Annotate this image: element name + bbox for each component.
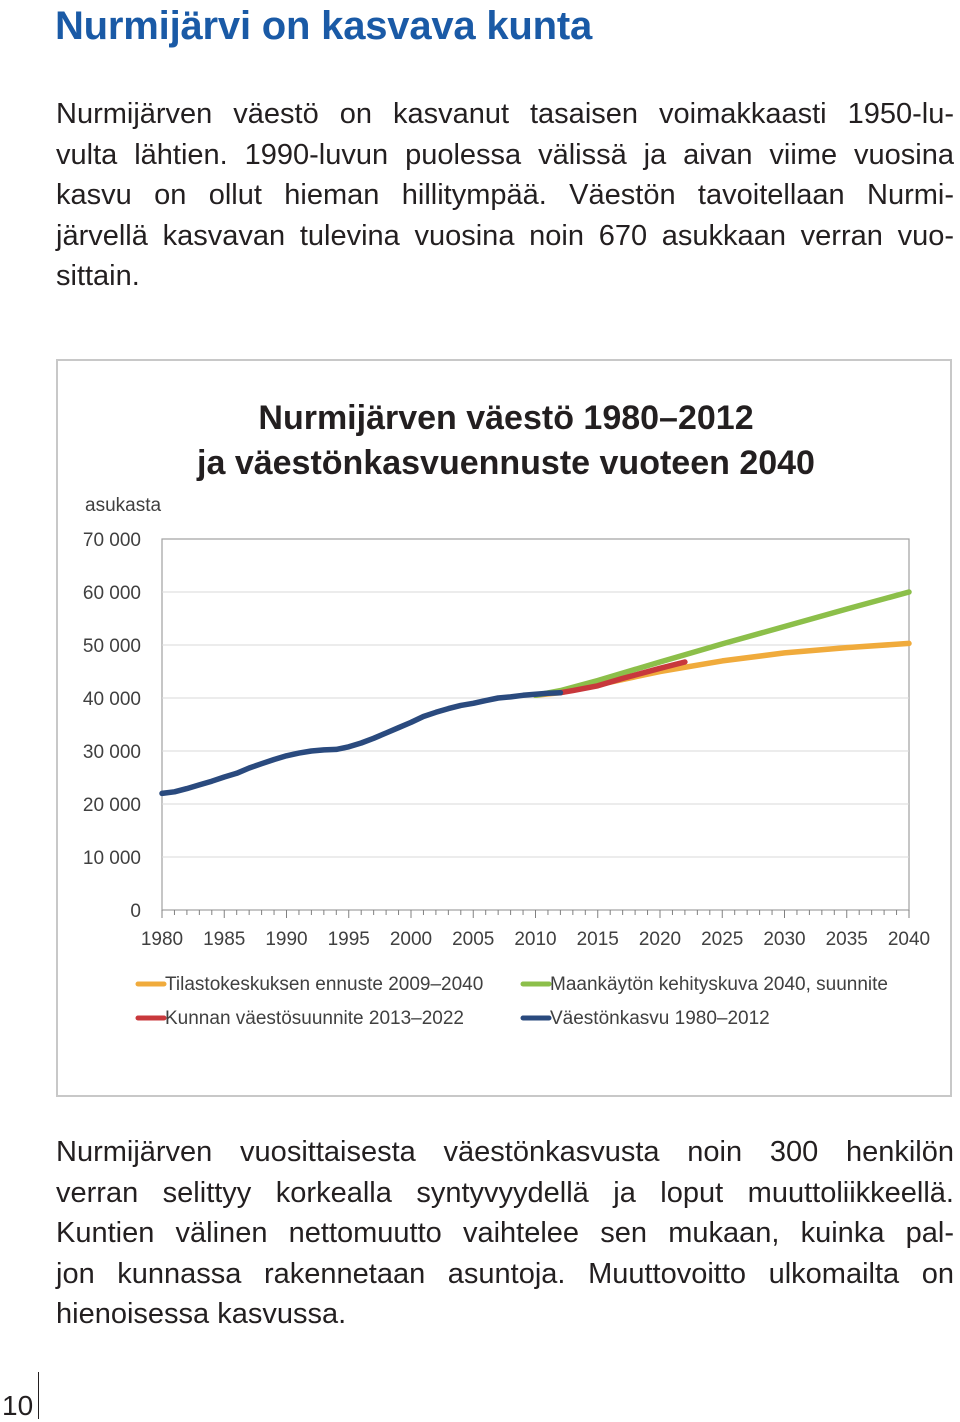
y-tick-label: 50 000 bbox=[82, 636, 141, 657]
plot-area bbox=[83, 530, 930, 950]
series-line bbox=[536, 592, 910, 695]
outro-line: verran selittyy korkealla syntyvyydellä ja loput muuttoliikkeellä. bbox=[56, 1176, 954, 1209]
legend-label: Kunnan väestösuunnite 2013–2022 bbox=[165, 1008, 464, 1029]
y-axis-label: asukasta bbox=[85, 495, 162, 516]
x-tick-label: 2040 bbox=[887, 929, 931, 950]
chart-title-line-1: Nurmijärven väestö 1980–2012 bbox=[258, 399, 754, 437]
y-tick-label: 30 000 bbox=[82, 742, 141, 763]
y-tick-label: 0 bbox=[130, 901, 141, 922]
x-tick-label: 2030 bbox=[763, 929, 806, 950]
x-tick-label: 1995 bbox=[327, 929, 370, 950]
series-line bbox=[162, 693, 560, 794]
series-line bbox=[560, 662, 685, 693]
intro-line: järvellä kasvavan tulevina vuosina noin 670 asukkaan verran vuo- bbox=[56, 219, 954, 252]
y-tick-label: 60 000 bbox=[82, 583, 141, 604]
x-tick-label: 1985 bbox=[203, 929, 246, 950]
chart-container bbox=[56, 359, 952, 1097]
page-number-rule bbox=[38, 1372, 39, 1419]
y-tick-label: 10 000 bbox=[82, 848, 141, 869]
y-tick-label: 70 000 bbox=[82, 530, 141, 551]
page-title: Nurmijärvi on kasvava kunta bbox=[55, 4, 593, 48]
x-tick-label: 2015 bbox=[576, 929, 619, 950]
intro-paragraph bbox=[56, 94, 954, 297]
x-tick-label: 2005 bbox=[452, 929, 495, 950]
outro-line: Nurmijärven vuosittaisesta väestönkasvusta noin 300 henkilön bbox=[56, 1136, 954, 1168]
population-chart bbox=[58, 361, 950, 1095]
outro-paragraph bbox=[56, 1132, 954, 1335]
chart-title-line-2: ja väestönkasvuennuste vuoteen 2040 bbox=[197, 444, 815, 482]
y-tick-label: 20 000 bbox=[82, 795, 141, 816]
intro-line: sittain. bbox=[56, 260, 140, 292]
legend-label: Tilastokeskuksen ennuste 2009–2040 bbox=[165, 974, 484, 995]
x-tick-label: 2035 bbox=[825, 929, 868, 950]
outro-line: Kuntien välinen nettomuutto vaihtelee sen mukaan, kuinka pal- bbox=[56, 1217, 954, 1249]
x-tick-label: 1980 bbox=[140, 929, 184, 950]
chart-legend bbox=[138, 974, 888, 1029]
outro-line: jon kunnassa rakennetaan asuntoja. Muuttovoitto ulkomailta on bbox=[56, 1257, 954, 1290]
legend-label: Maankäytön kehityskuva 2040, suunnite bbox=[550, 974, 888, 995]
x-tick-label: 1990 bbox=[265, 929, 308, 950]
page-number: 10 bbox=[2, 1390, 34, 1421]
legend-label: Väestönkasvu 1980–2012 bbox=[550, 1008, 770, 1029]
y-tick-label: 40 000 bbox=[82, 689, 141, 710]
outro-line: hienoisessa kasvussa. bbox=[56, 1298, 347, 1330]
plot-frame bbox=[162, 539, 909, 910]
x-tick-label: 2010 bbox=[514, 929, 557, 950]
intro-line: kasvu on ollut hieman hillitympää. Väestön tavoitellaan Nurmi- bbox=[56, 179, 954, 211]
intro-line: vulta lähtien. 1990-luvun puolessa välissä ja aivan viime vuosina bbox=[56, 138, 954, 171]
x-tick-label: 2000 bbox=[389, 929, 433, 950]
x-tick-label: 2020 bbox=[638, 929, 682, 950]
intro-line: Nurmijärven väestö on kasvanut tasaisen voimakkaasti 1950-lu- bbox=[56, 98, 954, 130]
x-tick-label: 2025 bbox=[701, 929, 744, 950]
